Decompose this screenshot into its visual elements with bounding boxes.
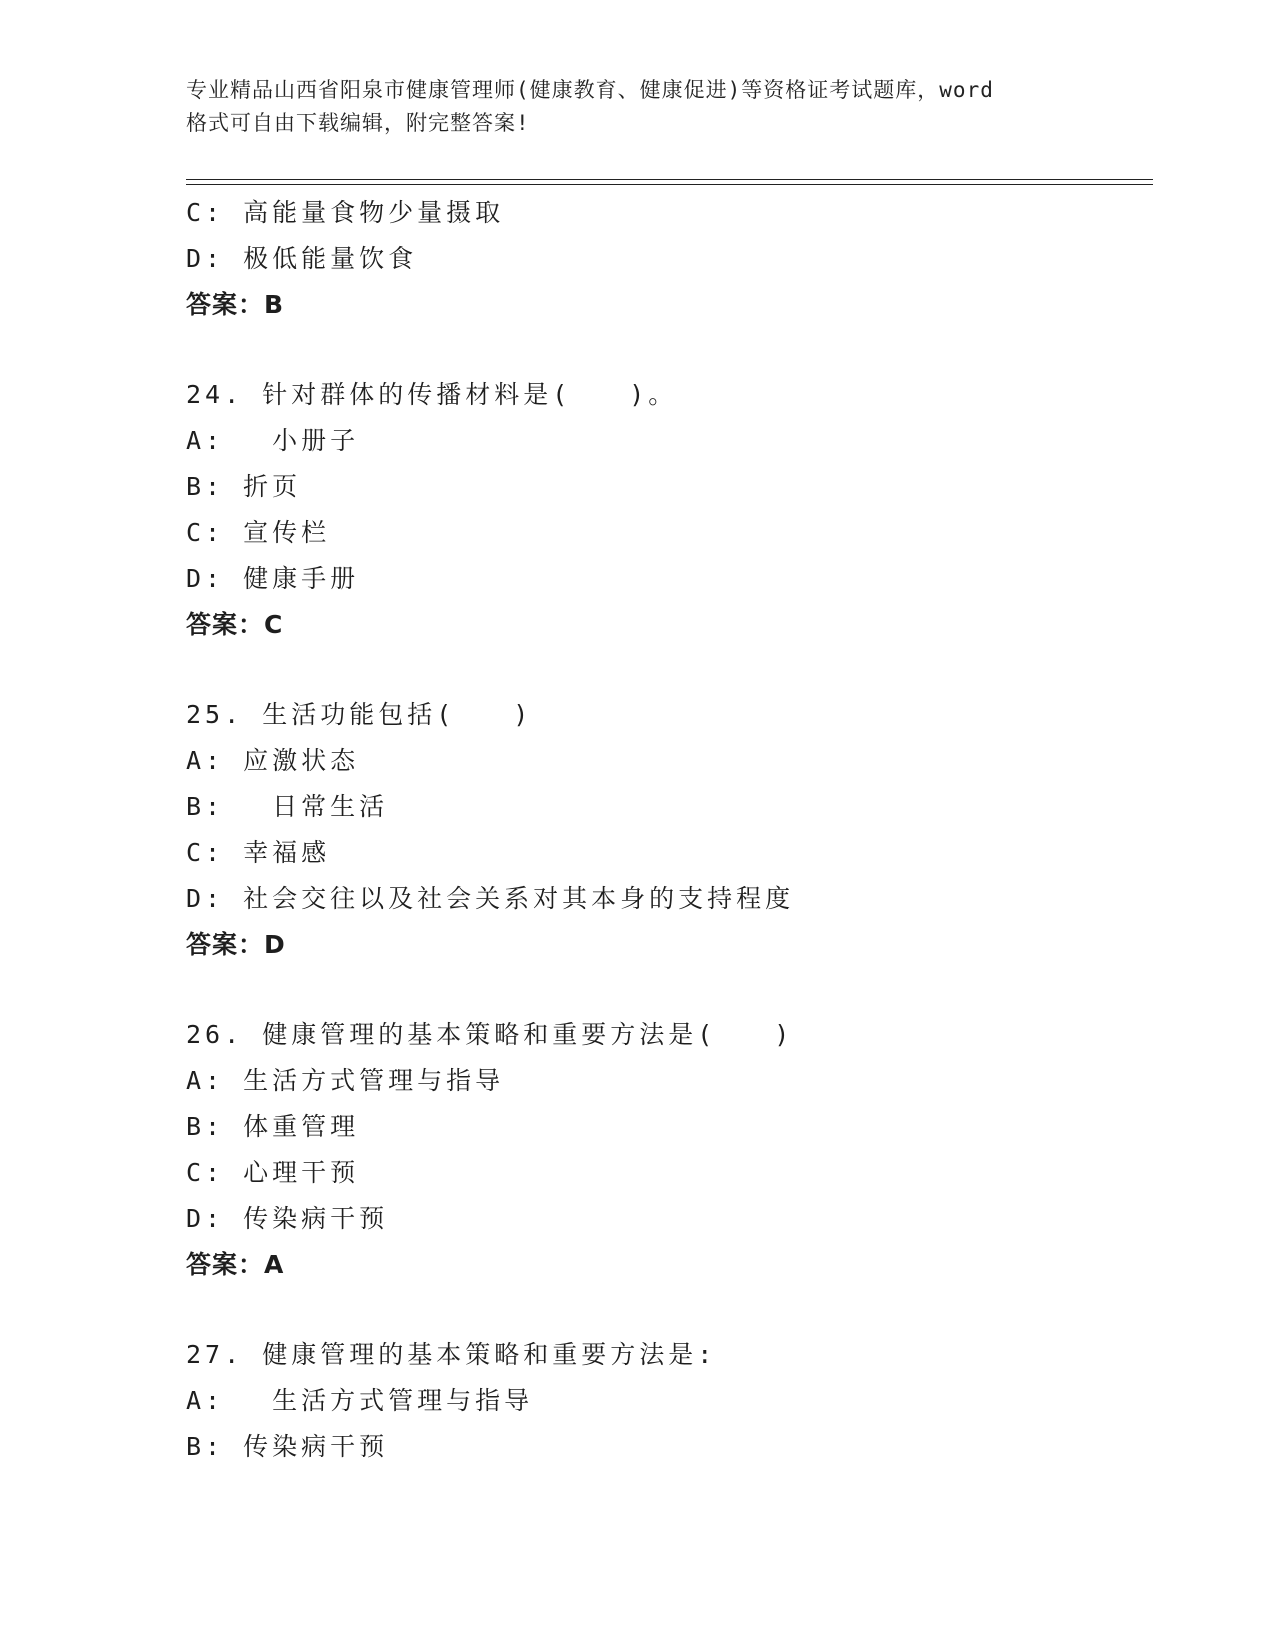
question-stem: 24. 针对群体的传播材料是( )。 (186, 380, 678, 409)
document-header (186, 74, 1086, 140)
option-a: A: 应激状态 (186, 746, 360, 775)
question-stem: 26. 健康管理的基本策略和重要方法是( ) (186, 1020, 794, 1049)
question-stem: 25. 生活功能包括( ) (186, 700, 533, 729)
option-a: A: 生活方式管理与指导 (186, 1066, 505, 1095)
option-a: A: 小册子 (186, 426, 360, 455)
question-27 (186, 1332, 1146, 1470)
question-stem: 27. 健康管理的基本策略和重要方法是: (186, 1340, 717, 1369)
spacer (186, 1288, 1146, 1332)
header-divider-top (186, 179, 1153, 180)
option-b: B: 日常生活 (186, 792, 389, 821)
option-d: D: 极低能量饮食 (186, 244, 418, 273)
option-b: B: 折页 (186, 472, 302, 501)
option-d: D: 传染病干预 (186, 1204, 389, 1233)
question-list (186, 190, 1146, 1470)
header-line-2: 格式可自由下载编辑，附完整答案! (186, 111, 530, 135)
header-line-1: 专业精品山西省阳泉市健康管理师(健康教育、健康促进)等资格证考试题库，word (186, 78, 994, 102)
question-24 (186, 372, 1146, 648)
option-c: C: 心理干预 (186, 1158, 360, 1187)
question-26 (186, 1012, 1146, 1288)
spacer (186, 648, 1146, 692)
answer-line: 答案：A (186, 1250, 285, 1279)
answer-line: 答案：B (186, 290, 285, 319)
header-divider-bottom (186, 184, 1153, 185)
question-partial (186, 190, 1146, 328)
option-b: B: 体重管理 (186, 1112, 360, 1141)
option-d: D: 健康手册 (186, 564, 360, 593)
option-d: D: 社会交往以及社会关系对其本身的支持程度 (186, 884, 795, 913)
spacer (186, 968, 1146, 1012)
option-a: A: 生活方式管理与指导 (186, 1386, 534, 1415)
answer-line: 答案：D (186, 930, 286, 959)
option-c: C: 高能量食物少量摄取 (186, 198, 505, 227)
option-c: C: 幸福感 (186, 838, 331, 867)
question-25 (186, 692, 1146, 968)
option-b: B: 传染病干预 (186, 1432, 389, 1461)
answer-line: 答案：C (186, 610, 284, 639)
option-c: C: 宣传栏 (186, 518, 331, 547)
spacer (186, 328, 1146, 372)
